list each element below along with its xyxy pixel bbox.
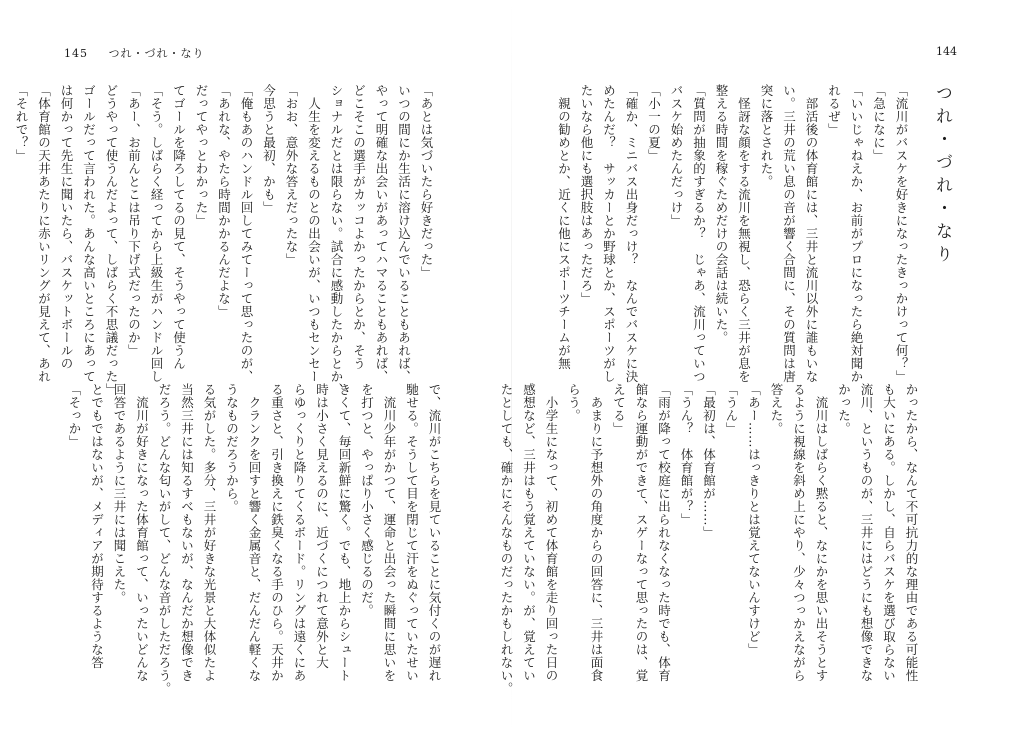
left-page-bottom-text: で、流川がこちらを見ていることに気付くのが遅れ 馳せる。そうして目を閉じて汗をぬぐっていたせい 流川少年がかつて、運命と出会った瞬間に思いを を打つと、やっぱり小さく感じるのだ。 きくて、毎回新鮮に驚く。でも、地上からシュート 時は小さく見えるのに、近づくにつれて意外と大 らゆっくりと降りてくるボード。リングは遠くにあ る重さと、引き換えに鉄臭くなる手のひら。天井か クランクを回すと響く金属音と、だんだん軽くな うなものだろうから。 る気がした。多分、三井が好きな光景と大体似たよ 当然三井には知るすべもないが、なんだか想像でき だろう。どんな匂いがして、どんな音がしただろう。 流川が好きになった体育館って、いったいどんな 回答であるように三井には聞こえた。 とでもではないが、メディアが期待するような答 「そっか」 [67,383,442,695]
chapter-title: つれ・づれ・なり [932,84,952,268]
left-page-number: 145 [64,47,88,60]
left-running-head: つれ・づれ・なり [108,47,205,60]
right-page-number: 144 [936,45,957,58]
right-page-top-text: 「流川がバスケを好きになったきっかけって何？」 「急になに」 「いいじゃねえか、お前がプロになったら絶対聞か れるぜ」 部活後の体育館には、三井と流川以外に誰もいな い。三井の荒い息の音が響く合間に、その質問は唐 突に落とされた。 怪訝な顔をする流川を無視し、恐らく三井が息を 整える時間を稼ぐためだけの会話は続いた。 「質問が抽象的すぎるか？ じゃあ、流川っていつ バスケ始めたんだっけ」 「小一の夏」 「確か、ミニバス出身だっけ？ なんでバスケに決 めたんだ？ サッカーとか野球とか、スポーツがし たいなら他にも選択肢はあっただろ」 親の勧めとか、近くに他にスポーツチームが無 [556,84,909,383]
left-folio [64,45,205,61]
right-page-bottom-text: かったから、なんて不可抗力的な理由である可能性 も大いにある。しかし、自らバスケを選び取らない 流川、というものが、三井にはどうにも想像できな かった。 流川はしばらく黙ると、なにかを思い出そうとす るように視線を斜め上にやり、少々つっかえながら 答えた。 「あー……はっきりとは覚えてないんすけど」 「うん」 「最初は、体育館が……」 「うん？ 体育館が？」 「雨が降って校庭に出られなくなった時でも、体育 館なら運動ができて、スゲーなって思ったのは、覚 えてる」 あまりに予想外の角度からの回答に、三井は面食 らう。 小学生になって、初めて体育館を走り回った日の 感想など、三井はもう覚えていない。が、覚えてい たとしても、確かにそんなものだったかもしれない。 [499,383,919,695]
left-page-top-text: 「あとは気づいたら好きだった」 いつの間にか生活に溶け込んでいることもあれば、 やって明確な出会いがあってハマることもあれば、 どこそこの選手がカッコよかったからとか、そう ショナルだとは限らない。試合に感動したからとか、 人生を変えるものとの出会いが、いつもセンセー 「おお、意外な答えだったな」 今思うと最初、かも」 「俺もあのハンドル回してみてーって思ったのが、 「あれな、やたら時間かかるんだよな」 だってやっとわかった」 てゴールを降ろしてるの見て、そうやって使うん 「そう。しばらく経ってから上級生がハンドル回し 「あー、お前んとこは吊り下げ式だったのか」 どうやって使うんだよって、しばらく不思議だった」 ゴールだって言われた。あんな高いところにあって は何かって先生に聞いたら、バスケットボールの 「体育館の天井あたりに赤いリングが見えて、あれ 「それで？」 [14,84,434,396]
